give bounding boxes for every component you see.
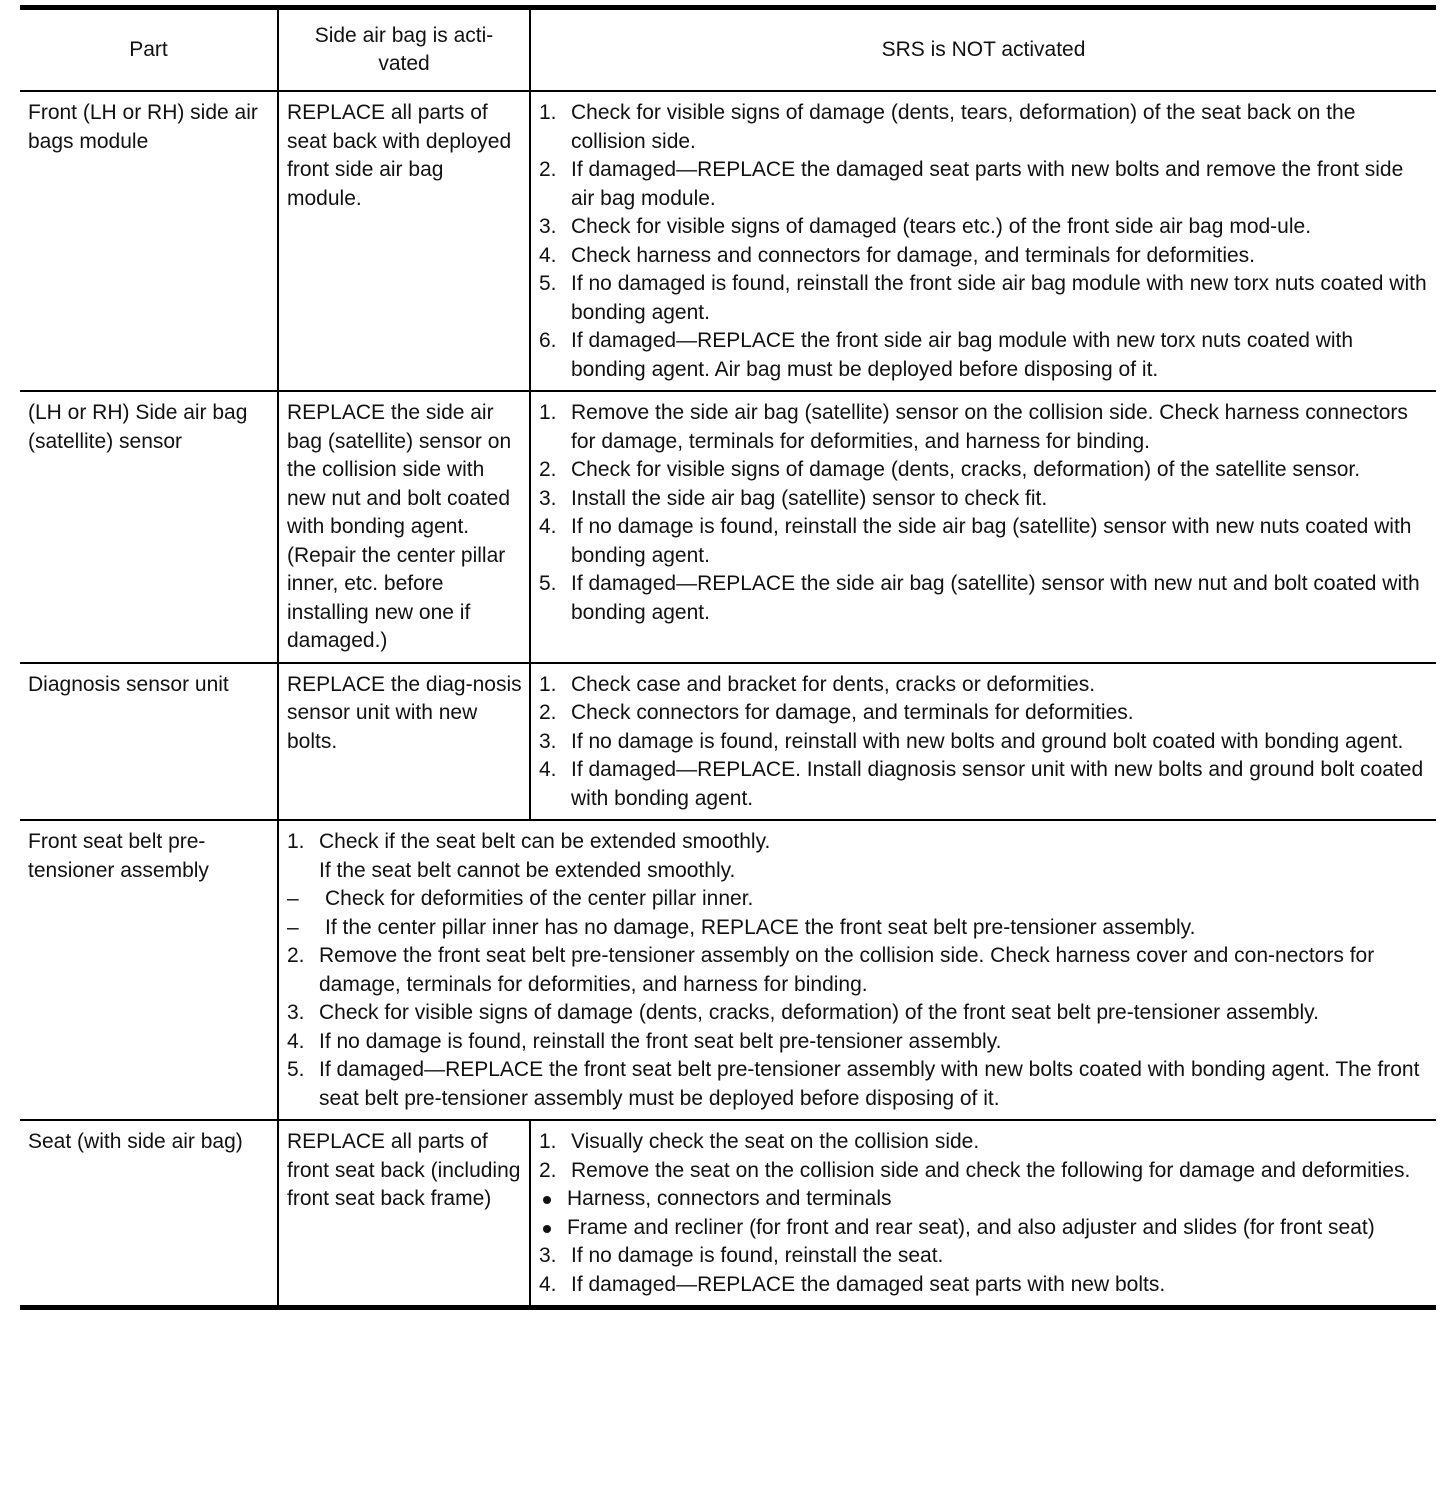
part-cell: Seat (with side air bag): [20, 1120, 278, 1308]
list-item: 3. Install the side air bag (satellite) sensor to check fit.: [539, 486, 1048, 510]
list-item: 2. Check for visible signs of damage (dents, cracks, deformation) of the satellite sensor.: [539, 458, 1361, 481]
list-item: Frame and recliner (for front and rear seat), and also adjuster and slides (for front seat): [539, 1214, 1430, 1243]
list-item: 4. Check harness and connectors for damage, and terminals for deformities.: [539, 243, 1256, 267]
step-list: [539, 1128, 1430, 1299]
not-activated-cell: [530, 1120, 1436, 1308]
list-item: 2. If damaged—REPLACE the damaged seat parts with new bolts and remove the front side air bag module.: [539, 158, 1404, 210]
not-activated-cell: [530, 391, 1436, 663]
list-item: Harness, connectors and terminals: [539, 1185, 1430, 1214]
activated-note: (Repair the center pillar inner, etc. before installing new one if damaged.): [287, 543, 506, 652]
not-activated-cell: [530, 91, 1436, 391]
header-activated-line2: vated: [378, 52, 430, 75]
step-list: [539, 671, 1430, 814]
merged-instructions-cell: [278, 820, 1436, 1120]
table-row: [20, 820, 1436, 1120]
header-activated-line1: Side air bag is acti-: [314, 23, 494, 47]
list-item: 1. Visually check the seat on the collision side.: [539, 1130, 980, 1153]
list-item: 3. Check for visible signs of damaged (tears etc.) of the front side air bag mod-ule.: [539, 215, 1312, 238]
activated-text: REPLACE the side air bag (satellite) sensor on the collision side with new nut and bolt coated with bonding agent.: [287, 401, 512, 538]
header-srs-not-activated: SRS is NOT activated: [881, 37, 1086, 61]
list-item: 2. Remove the seat on the collision side and check the following for damage and deformities.: [539, 1158, 1411, 1182]
srs-inspection-document: [20, 5, 1436, 1310]
list-item: 1. Check case and bracket for dents, cracks or deformities.: [539, 672, 1096, 696]
bullet-icon: [543, 1225, 551, 1233]
list-item: – If the center pillar inner has no damage, REPLACE the front seat belt pre-tensioner assembly.: [287, 915, 1196, 939]
table-row: [20, 391, 1436, 663]
table-row: [20, 1120, 1436, 1308]
list-item: 4. If no damage is found, reinstall the side air bag (satellite) sensor with new nuts coated with bonding agent.: [539, 515, 1412, 567]
part-cell: Front seat belt pre-tensioner assembly: [20, 820, 278, 1120]
list-item: 5. If no damaged is found, reinstall the front side air bag module with new torx nuts coated with bonding agent.: [539, 272, 1427, 324]
list-item: 5. If damaged—REPLACE the front seat belt pre-tensioner assembly with new bolts coated with bonding agent. The front seat belt pre-tensioner assembly must be deployed before disposing of it.: [287, 1058, 1420, 1110]
list-item: 1. Remove the side air bag (satellite) sensor on the collision side. Check harness connectors for damage, terminals for deformities, and harness for binding.: [539, 401, 1408, 453]
not-activated-cell: [530, 663, 1436, 821]
list-item: 4. If damaged—REPLACE. Install diagnosis sensor unit with new bolts and ground bolt coated with bonding agent.: [539, 758, 1424, 810]
list-item: 4. If damaged—REPLACE the damaged seat parts with new bolts.: [539, 1272, 1166, 1296]
table-header-row: [20, 8, 1436, 92]
list-item: 1. Check for visible signs of damage (dents, tears, deformation) of the seat back on the collision side.: [539, 101, 1356, 153]
list-item: 4. If no damage is found, reinstall the front seat belt pre-tensioner assembly.: [287, 1029, 1002, 1053]
list-item: 3. If no damage is found, reinstall with new bolts and ground bolt coated with bonding agent.: [539, 729, 1404, 753]
list-item: 6. If damaged—REPLACE the front side air bag module with new torx nuts coated with bonding agent. Air bag must be deployed before disposing of it.: [539, 329, 1354, 381]
step-list: [539, 99, 1430, 384]
list-item: 2. Check connectors for damage, and terminals for deformities.: [539, 701, 1134, 724]
list-item: 1. Check if the seat belt can be extended smoothly. If the seat belt cannot be extended smoothly.: [287, 828, 1430, 885]
list-item: 3. If no damage is found, reinstall the seat.: [539, 1244, 944, 1267]
table-row: [20, 663, 1436, 821]
header-side-air-bag-activated: [278, 8, 530, 92]
part-cell: (LH or RH) Side air bag (satellite) sensor: [20, 391, 278, 663]
step-list: [539, 399, 1430, 627]
activated-cell: [278, 391, 530, 663]
list-item: 2. Remove the front seat belt pre-tensioner assembly on the collision side. Check harness cover and con-nectors for damage, terminals for deformities, and harness for binding.: [287, 944, 1375, 996]
list-item: – Check for deformities of the center pillar inner.: [287, 887, 754, 910]
activated-cell: REPLACE all parts of front seat back (including front seat back frame): [278, 1120, 530, 1308]
part-cell: Front (LH or RH) side air bags module: [20, 91, 278, 391]
list-item-continuation: If the seat belt cannot be extended smoothly.: [319, 858, 736, 882]
step-list: [287, 828, 1430, 1113]
list-item: 5. If damaged—REPLACE the side air bag (satellite) sensor with new nut and bolt coated with bonding agent.: [539, 572, 1420, 624]
header-part: Part: [20, 8, 278, 92]
part-cell: Diagnosis sensor unit: [20, 663, 278, 821]
table-row: [20, 91, 1436, 391]
srs-inspection-table: [20, 5, 1436, 1310]
bullet-icon: [543, 1196, 551, 1204]
list-item: 3. Check for visible signs of damage (dents, cracks, deformation) of the front seat belt pre-tensioner assembly.: [287, 1001, 1319, 1024]
activated-cell: REPLACE the diag-nosis sensor unit with new bolts.: [278, 663, 530, 821]
activated-cell: REPLACE all parts of seat back with deployed front side air bag module.: [278, 91, 530, 391]
